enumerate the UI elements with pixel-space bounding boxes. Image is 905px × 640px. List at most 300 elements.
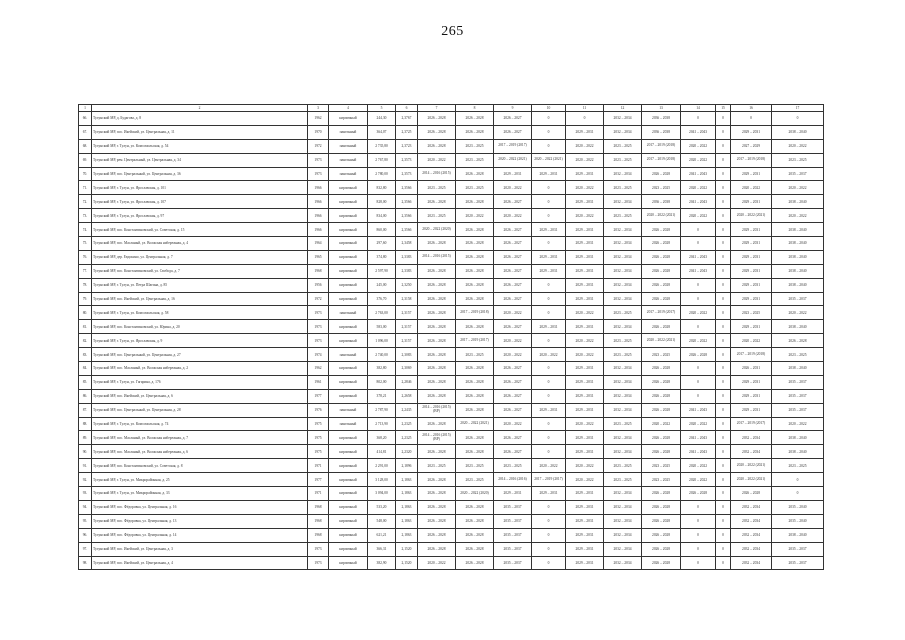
table-cell: 2035 – 2037 (494, 514, 532, 528)
table-cell: 1973 (308, 306, 329, 320)
table-cell: 0 (716, 500, 731, 514)
table-cell: 2020 – 2022 (494, 209, 532, 223)
table-cell: 2026 – 2028 (418, 334, 456, 348)
column-header: 16 (731, 105, 772, 112)
table-cell: панельный (329, 125, 368, 139)
table-cell: 2020 – 2022 (566, 209, 604, 223)
table-cell: 2029 – 2031 (566, 250, 604, 264)
table-cell: 0 (681, 362, 716, 376)
table-cell: 2023 – 2025 (604, 348, 642, 362)
table-cell: кирпичный (329, 389, 368, 403)
table-cell: 2023 – 2025 (456, 473, 494, 487)
table-cell: 2026 – 2027 (494, 431, 532, 445)
table-cell: панельный (329, 139, 368, 153)
table-cell: 2041 – 2043 (681, 445, 716, 459)
table-cell: 533,20 (368, 500, 396, 514)
table-cell: 2,2320 (396, 445, 418, 459)
table-cell: 2023 – 2025 (494, 459, 532, 473)
column-header: 2 (92, 105, 308, 112)
table-cell: 0 (532, 528, 566, 542)
table-cell: 2032 – 2034 (604, 500, 642, 514)
table-cell: 2026 – 2027 (494, 250, 532, 264)
table-cell: 0 (772, 487, 824, 501)
table-cell: 2026 – 2027 (494, 112, 532, 126)
table-cell: 2 763,00 (368, 306, 396, 320)
table-cell: 0 (716, 528, 731, 542)
table-cell: 2029 – 2031 (566, 514, 604, 528)
table-cell: 2,3157 (396, 306, 418, 320)
table-cell: 2023 – 2025 (642, 459, 681, 473)
table-cell: 2032 – 2034 (604, 320, 642, 334)
table-cell: 0 (532, 292, 566, 306)
table-cell: 2029 – 2031 (566, 500, 604, 514)
table-cell: 1973 (308, 167, 329, 181)
table-cell: кирпичный (329, 459, 368, 473)
table-cell: 2029 – 2031 (566, 389, 604, 403)
table-cell: 2035 – 2037 (772, 167, 824, 181)
table-cell: 2029 – 2031 (731, 237, 772, 251)
table-cell: 2026 – 2027 (494, 125, 532, 139)
table-cell: 2026 – 2028 (456, 223, 494, 237)
table-cell: 1962 (308, 112, 329, 126)
address-cell: Тулунский МР, пос. Центральный, ул. Центральная, д. 27 (92, 348, 308, 362)
column-header: 11 (566, 105, 604, 112)
table-cell: 96. (79, 528, 92, 542)
table-cell: 3 094,00 (368, 487, 396, 501)
table-cell: 2023 – 2025 (772, 348, 824, 362)
column-number-row (79, 105, 824, 112)
table-cell: 2020 – 2022 (2021) (731, 473, 772, 487)
table-cell: 0 (716, 514, 731, 528)
table-cell: 2,3566 (396, 181, 418, 195)
table-cell: 0 (681, 528, 716, 542)
table-cell: 2035 – 2037 (772, 375, 824, 389)
table-cell: 1971 (308, 459, 329, 473)
table-cell: 2023 – 2025 (642, 181, 681, 195)
table-cell: 2026 – 2028 (642, 223, 681, 237)
address-cell: Тулунский МР, пос. Масляный, ул. Волжская набережная, д. 2 (92, 362, 308, 376)
table-cell: 2038 – 2040 (772, 264, 824, 278)
table-cell: 2029 – 2031 (566, 167, 604, 181)
table-cell: 2032 – 2034 (731, 528, 772, 542)
table-cell: 2038 – 2040 (772, 223, 824, 237)
table-cell: 0 (681, 237, 716, 251)
table-cell: 0 (716, 473, 731, 487)
table-cell: 2023 – 2025 (731, 306, 772, 320)
table-cell: 2029 – 2031 (731, 264, 772, 278)
table-cell: 2038 – 2040 (772, 125, 824, 139)
table-row (79, 500, 824, 514)
table-cell: 2032 – 2034 (731, 542, 772, 556)
table-cell: 414,81 (368, 445, 396, 459)
table-cell: 2,3573 (396, 167, 418, 181)
table-cell: панельный (329, 306, 368, 320)
table-cell: 2026 – 2028 (731, 487, 772, 501)
column-header: 4 (329, 105, 368, 112)
table-cell: 2032 – 2034 (731, 431, 772, 445)
table-cell: 1975 (308, 417, 329, 431)
table-cell: 2026 – 2028 (418, 195, 456, 209)
table-cell: 2014 – 2016 (2015)(ВР) (418, 431, 456, 445)
table-cell: 2026 – 2028 (418, 112, 456, 126)
table-cell: 0 (716, 334, 731, 348)
table-cell: 2026 – 2027 (494, 223, 532, 237)
table-cell: 1977 (308, 473, 329, 487)
address-cell: Тулунский МР, пос. Константиновский, ул. Свобода, д. 7 (92, 264, 308, 278)
table-cell: 2020 – 2022 (772, 209, 824, 223)
table-cell: 2020 – 2022 (2020) (418, 223, 456, 237)
table-cell: 2017 – 2019 (2017) (456, 334, 494, 348)
table-cell: 2038 – 2040 (772, 362, 824, 376)
table-cell: 78. (79, 278, 92, 292)
table-cell: 2,3383 (396, 250, 418, 264)
table-cell: 0 (716, 167, 731, 181)
address-cell: Тулунский МР, пос. Фёдоровка, ул. Центральная, д. 14 (92, 528, 308, 542)
table-row (79, 542, 824, 556)
table-cell: кирпичный (329, 320, 368, 334)
table-row (79, 139, 824, 153)
table-cell: 2,1896 (396, 459, 418, 473)
table-cell: 2026 – 2028 (456, 125, 494, 139)
table-cell: 2026 – 2027 (494, 362, 532, 376)
table-cell: 2026 – 2028 (642, 292, 681, 306)
table-cell: 2020 – 2022 (2021) (494, 153, 532, 167)
table-cell: кирпичный (329, 473, 368, 487)
table-cell: 2020 – 2022 (494, 334, 532, 348)
table-cell: 834,00 (368, 209, 396, 223)
table-cell: 2026 – 2028 (772, 334, 824, 348)
table-cell: 2026 – 2027 (494, 278, 532, 292)
table-cell: 802,00 (368, 375, 396, 389)
table-cell: кирпичный (329, 542, 368, 556)
table-cell: 2026 – 2028 (418, 417, 456, 431)
table-cell: кирпичный (329, 112, 368, 126)
address-cell: Тулунский МР, пос. Икейский, ул. Центральная, д. 11 (92, 125, 308, 139)
table-cell: 2,3573 (396, 153, 418, 167)
table-cell: 2029 – 2031 (731, 278, 772, 292)
table-cell: 2020 – 2022 (731, 334, 772, 348)
table-cell: 2032 – 2034 (604, 528, 642, 542)
table-cell: 2026 – 2028 (642, 487, 681, 501)
table-cell: 2032 – 2034 (604, 431, 642, 445)
table-cell: 2026 – 2028 (642, 556, 681, 570)
table-cell: 2026 – 2031 (731, 362, 772, 376)
table-cell: 2029 – 2031 (532, 167, 566, 181)
table-cell: панельный (329, 167, 368, 181)
table-cell: 2023 – 2025 (604, 153, 642, 167)
table-cell: 0 (681, 500, 716, 514)
table-cell: 2020 – 2022 (566, 348, 604, 362)
table-cell: 0 (681, 112, 716, 126)
table-cell: 2035 – 2037 (772, 556, 824, 570)
table-cell: кирпичный (329, 278, 368, 292)
page-number: 265 (441, 24, 464, 39)
address-cell: Тулунский МР, г. Тулун, ул. Ярославская, д. 101 (92, 181, 308, 195)
table-cell: 2032 – 2034 (604, 389, 642, 403)
table-cell: 94. (79, 500, 92, 514)
table-cell: 0 (681, 223, 716, 237)
table-cell: 2023 – 2025 (456, 348, 494, 362)
table-cell: 2032 – 2034 (604, 403, 642, 417)
table-cell: 2032 – 2034 (604, 278, 642, 292)
address-cell: Тулунский МР, г. Тулун, ул. Комсомольская, д. 54 (92, 139, 308, 153)
table-cell: 2035 – 2040 (772, 500, 824, 514)
table-cell: 2036 – 2038 (642, 195, 681, 209)
table-cell: 0 (716, 223, 731, 237)
table-cell: 2023 – 2025 (642, 473, 681, 487)
table-row (79, 389, 824, 403)
table-cell: 2,3723 (396, 139, 418, 153)
address-cell: Тулунский МР, пос. Масляный, ул. Волжская набережная, д. 7 (92, 431, 308, 445)
table-row (79, 473, 824, 487)
table-cell: 2029 – 2031 (532, 403, 566, 417)
table-cell: 2026 – 2028 (418, 375, 456, 389)
table-cell: 244,30 (368, 112, 396, 126)
table-cell: 2023 – 2025 (604, 473, 642, 487)
column-header: 8 (456, 105, 494, 112)
table-cell: 2026 – 2028 (418, 278, 456, 292)
table-cell: 2026 – 2028 (456, 500, 494, 514)
table-cell: 548,00 (368, 514, 396, 528)
table-cell: 1966 (308, 181, 329, 195)
table-cell: 70. (79, 167, 92, 181)
table-cell: кирпичный (329, 181, 368, 195)
table-cell: 95. (79, 514, 92, 528)
address-cell: Тулунский МР, г. Тулун, ул. Ярославская, д. 107 (92, 195, 308, 209)
table-cell: 2023 – 2025 (456, 181, 494, 195)
table-cell: 2,1520 (396, 556, 418, 570)
table-cell: 2038 – 2040 (772, 237, 824, 251)
address-cell: Тулунский МР, пос. Икейский, ул. Центральная, д. 3 (92, 542, 308, 556)
table-cell: 2017 – 2019 (2018) (456, 306, 494, 320)
table-cell: 0 (716, 487, 731, 501)
table-row (79, 167, 824, 181)
table-cell: 2017 – 2019 (2017) (642, 306, 681, 320)
table-cell: 2029 – 2031 (566, 542, 604, 556)
table-cell: 2026 – 2028 (418, 306, 456, 320)
table-cell: 0 (716, 125, 731, 139)
table-cell: 2 767,80 (368, 153, 396, 167)
table-cell: 2029 – 2031 (494, 167, 532, 181)
table-cell: 2026 – 2028 (418, 348, 456, 362)
table-cell: 374,80 (368, 250, 396, 264)
table-cell: 1 096,00 (368, 334, 396, 348)
table-cell: 2,1863 (396, 473, 418, 487)
table-cell: 1972 (308, 292, 329, 306)
table-cell: 2029 – 2031 (566, 223, 604, 237)
table-cell: 2020 – 2022 (2021) (532, 153, 566, 167)
table-cell: 79. (79, 292, 92, 306)
table-cell: 2026 – 2028 (418, 264, 456, 278)
address-cell: Тулунский МР, пос. Масляный, ул. Волжская набережная, д. 6 (92, 445, 308, 459)
table-cell: 2,3383 (396, 264, 418, 278)
table-cell: 0 (532, 125, 566, 139)
table-cell: 2032 – 2034 (604, 237, 642, 251)
table-cell: 2029 – 2031 (566, 195, 604, 209)
table-cell: 2038 – 2040 (772, 528, 824, 542)
table-cell: 89. (79, 431, 92, 445)
table-cell: 2029 – 2031 (566, 528, 604, 542)
table-cell: 2027 – 2029 (731, 139, 772, 153)
table-cell: 2020 – 2022 (566, 417, 604, 431)
table-cell: панельный (329, 403, 368, 417)
table-cell: 2029 – 2031 (566, 487, 604, 501)
table-row (79, 334, 824, 348)
table-cell: 2,3250 (396, 278, 418, 292)
table-cell: 2,1863 (396, 528, 418, 542)
table-cell: 2 780,00 (368, 167, 396, 181)
table-cell: 0 (716, 403, 731, 417)
table-cell: кирпичный (329, 514, 368, 528)
table-cell: 2023 – 2025 (604, 306, 642, 320)
table-cell: 2020 – 2022 (681, 306, 716, 320)
table-cell: 1966 (308, 223, 329, 237)
table-cell: 832,80 (368, 181, 396, 195)
table-cell: 2,1863 (396, 514, 418, 528)
table-cell: 2,3083 (396, 348, 418, 362)
address-cell: Тулунский МР, г. Тулун, ул. Ярославская, д. 9 (92, 334, 308, 348)
table-cell: кирпичный (329, 237, 368, 251)
table-cell: 0 (716, 181, 731, 195)
table-cell: 2023 – 2025 (642, 348, 681, 362)
table-cell: 2029 – 2031 (566, 292, 604, 306)
table-cell: 93. (79, 487, 92, 501)
column-header: 17 (772, 105, 824, 112)
table-cell: 0 (532, 278, 566, 292)
table-cell: 2026 – 2028 (456, 403, 494, 417)
table-cell: 2026 – 2028 (642, 500, 681, 514)
table-cell: 67. (79, 125, 92, 139)
column-header: 3 (308, 105, 329, 112)
table-cell: 1970 (308, 125, 329, 139)
table-cell: 0 (716, 348, 731, 362)
table-cell: 2026 – 2027 (494, 403, 532, 417)
table-cell: 2026 – 2027 (494, 389, 532, 403)
table-cell: 2023 – 2025 (604, 459, 642, 473)
table-cell: 0 (716, 542, 731, 556)
table-cell: 2023 – 2025 (456, 459, 494, 473)
table-cell: 2032 – 2034 (604, 264, 642, 278)
table-cell: 2020 – 2022 (2020) (456, 487, 494, 501)
table-row (79, 417, 824, 431)
table-cell: 0 (532, 195, 566, 209)
table-cell: 1976 (308, 403, 329, 417)
table-row (79, 292, 824, 306)
table-cell: 2026 – 2028 (642, 237, 681, 251)
table-row (79, 445, 824, 459)
table-cell: 0 (532, 334, 566, 348)
table-cell: 2023 – 2025 (604, 181, 642, 195)
table-cell: 0 (681, 514, 716, 528)
table-cell: 2029 – 2031 (532, 320, 566, 334)
table-cell: 2026 – 2028 (418, 237, 456, 251)
table-cell: 2026 – 2028 (642, 278, 681, 292)
table-cell: 378,21 (368, 389, 396, 403)
address-cell: Тулунский МР, г. Тулун, ул. Петра Шагина, д. 85 (92, 278, 308, 292)
table-cell: 91. (79, 459, 92, 473)
table-cell: 0 (532, 389, 566, 403)
table-cell: 2035 – 2037 (494, 556, 532, 570)
table-cell: 2026 – 2028 (456, 389, 494, 403)
table-cell: 2,3458 (396, 237, 418, 251)
housing-repair-table (78, 104, 824, 570)
table-cell: 2026 – 2028 (456, 195, 494, 209)
table-cell: 2035 – 2040 (772, 514, 824, 528)
table-cell: 0 (772, 112, 824, 126)
table-cell: 86. (79, 389, 92, 403)
table-cell: 68. (79, 139, 92, 153)
column-header: 1 (79, 105, 92, 112)
table-cell: 2020 – 2022 (731, 181, 772, 195)
table-row (79, 181, 824, 195)
table-cell: 2029 – 2031 (532, 223, 566, 237)
table-cell: 2026 – 2028 (642, 445, 681, 459)
table-cell: 0 (532, 542, 566, 556)
table-cell: 2020 – 2022 (772, 417, 824, 431)
table-cell: 2026 – 2028 (642, 250, 681, 264)
table-cell: 1973 (308, 320, 329, 334)
table-row (79, 403, 824, 417)
table-cell: 2020 – 2022 (2021) (731, 459, 772, 473)
table-cell: 0 (532, 306, 566, 320)
table-cell: 2035 – 2037 (494, 500, 532, 514)
table-cell: панельный (329, 348, 368, 362)
table-cell: 2020 – 2022 (532, 348, 566, 362)
table-cell: 1968 (308, 500, 329, 514)
table-cell: 2032 – 2034 (731, 556, 772, 570)
table-cell: 2026 – 2028 (642, 542, 681, 556)
table-cell: 1971 (308, 487, 329, 501)
table-cell: 2026 – 2028 (456, 362, 494, 376)
address-cell: Тулунский МР, г. Тулун, ул. Гагарина, д. 176 (92, 375, 308, 389)
address-cell: Тулунский МР, рем. Центральный, ул. Центральная, д. 34 (92, 153, 308, 167)
table-cell: 2026 – 2028 (418, 473, 456, 487)
table-row (79, 195, 824, 209)
table-cell: 2032 – 2034 (604, 195, 642, 209)
table-cell: 2020 – 2022 (494, 181, 532, 195)
table-cell: 1968 (308, 264, 329, 278)
table-cell: кирпичный (329, 334, 368, 348)
table-cell: 2035 – 2037 (772, 403, 824, 417)
table-cell: 1966 (308, 209, 329, 223)
table-cell: кирпичный (329, 487, 368, 501)
table-cell: 2,3566 (396, 209, 418, 223)
table-cell: 621,21 (368, 528, 396, 542)
table-cell: 2029 – 2031 (532, 264, 566, 278)
table-cell: 2026 – 2027 (494, 237, 532, 251)
table-cell: 368,20 (368, 431, 396, 445)
table-cell: 2041 – 2043 (681, 250, 716, 264)
table-cell: 2026 – 2028 (642, 403, 681, 417)
table-cell: 245,00 (368, 278, 396, 292)
table-cell: 0 (532, 556, 566, 570)
table-row (79, 209, 824, 223)
table-cell: 82. (79, 334, 92, 348)
table-cell: 2014 – 2016 (2015)(ВР) (418, 403, 456, 417)
table-cell: кирпичный (329, 264, 368, 278)
table-cell: 0 (716, 237, 731, 251)
table-cell: 2,1863 (396, 500, 418, 514)
table-cell: 0 (532, 139, 566, 153)
table-cell: 2026 – 2028 (418, 292, 456, 306)
table-cell: 860,00 (368, 223, 396, 237)
table-cell: 2023 – 2025 (604, 334, 642, 348)
table-cell: 2029 – 2031 (494, 487, 532, 501)
column-header: 7 (418, 105, 456, 112)
table-cell: 2020 – 2022 (494, 306, 532, 320)
address-cell: Тулунский МР, пос. Центральный, ул. Центральная, д. 36 (92, 167, 308, 181)
table-cell: 1973 (308, 556, 329, 570)
